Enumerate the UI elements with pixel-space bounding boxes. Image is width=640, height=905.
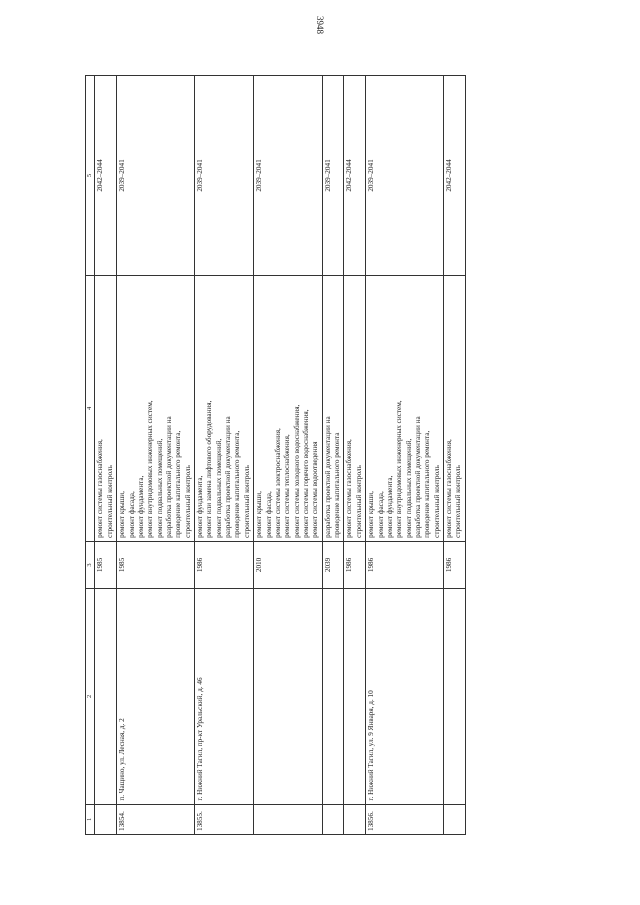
header-col-1: 1 [86, 804, 95, 834]
table-row [366, 76, 444, 835]
row-period: 2039–2041 [195, 76, 254, 276]
work-item: разработка проектной документации на [164, 416, 173, 538]
work-item: ремонт системы газоснабжения, [96, 439, 105, 538]
row-year: 1986 [195, 541, 254, 588]
work-item: ремонт внутридомовых инженерных систем, [146, 400, 155, 538]
work-item: ремонт фундамента, [385, 475, 394, 538]
work-item: ремонт фасада, [376, 491, 385, 538]
work-item: ремонт системы теплоснабжения, [283, 434, 292, 538]
work-item: строительный контроль [105, 465, 114, 538]
table-row [95, 76, 117, 835]
header-col-4: 4 [86, 275, 95, 541]
row-address [95, 588, 117, 804]
row-year: 1986 [366, 541, 444, 588]
table-row [117, 76, 195, 835]
work-item: строительный контроль [432, 465, 441, 538]
row-address: п. Чащино, ул. Лесная, д. 2 [117, 588, 195, 804]
row-works [366, 275, 444, 541]
work-item: разработка проектной документации на [413, 416, 422, 538]
header-col-3: 3 [86, 541, 95, 588]
row-number: 13855. [195, 804, 254, 834]
work-item: проведение капитального ремонта, [233, 430, 242, 538]
work-item: ремонт крыши, [255, 491, 264, 538]
work-item: строительный контроль [454, 465, 463, 538]
row-year: 1986 [444, 541, 466, 588]
work-item: проведение капитального ремонта, [423, 430, 432, 538]
page-number: 3948 [315, 16, 325, 34]
work-item: ремонт подвальных помещений, [155, 438, 164, 538]
repair-schedule-table [85, 75, 466, 835]
work-item: строительный контроль [183, 465, 192, 538]
header-col-5: 5 [86, 76, 95, 276]
row-address: г. Нижний Тагил, ул. 9 Января, д. 10 [366, 588, 444, 804]
work-item: ремонт подвальных помещений, [404, 438, 413, 538]
row-period: 2042–2044 [95, 76, 117, 276]
work-item: ремонт системы водоотведения [311, 441, 320, 538]
row-period: 2042–2044 [344, 76, 366, 276]
row-year: 2039 [322, 541, 344, 588]
table-row [322, 76, 344, 835]
work-item: ремонт системы газоснабжения, [345, 439, 354, 538]
header-row [86, 76, 95, 835]
row-period: 2039–2041 [117, 76, 195, 276]
row-address: г. Нижний Тагил, пр-кт Уральский, д. 46 [195, 588, 254, 804]
work-item: ремонт фундамента, [136, 475, 145, 538]
row-number [444, 804, 466, 834]
row-address [254, 588, 323, 804]
work-item: ремонт системы газоснабжения, [445, 439, 454, 538]
row-works [95, 275, 117, 541]
work-item: ремонт фасада, [264, 491, 273, 538]
work-item: ремонт крыши, [367, 491, 376, 538]
row-period: 2039–2041 [322, 76, 344, 276]
row-year: 1985 [117, 541, 195, 588]
work-item: строительный контроль [354, 465, 363, 538]
work-item: ремонт подвальных помещений, [214, 438, 223, 538]
row-number [322, 804, 344, 834]
work-item: проведение капитального ремонта [333, 432, 342, 538]
row-works [444, 275, 466, 541]
table-row [195, 76, 254, 835]
row-period: 2039–2041 [366, 76, 444, 276]
work-item: ремонт внутридомовых инженерных систем, [395, 400, 404, 538]
row-address [322, 588, 344, 804]
table-row [444, 76, 466, 835]
row-number [344, 804, 366, 834]
row-address [444, 588, 466, 804]
row-number [254, 804, 323, 834]
table-body [95, 76, 465, 835]
row-works [254, 275, 323, 541]
work-item: ремонт системы горячего водоснабжения, [301, 409, 310, 538]
work-item: разработка проектной документации на [323, 416, 332, 538]
work-item: проведение капитального ремонта, [174, 430, 183, 538]
row-number [95, 804, 117, 834]
row-period: 2039–2041 [254, 76, 323, 276]
work-item: строительный контроль [242, 465, 251, 538]
row-works [195, 275, 254, 541]
row-address [344, 588, 366, 804]
rotated-page [85, 75, 560, 835]
row-year: 1985 [95, 541, 117, 588]
header-col-2: 2 [86, 588, 95, 804]
work-item: ремонт фасада, [127, 491, 136, 538]
row-number: 13854. [117, 804, 195, 834]
table-row [344, 76, 366, 835]
row-works [117, 275, 195, 541]
row-year: 2010 [254, 541, 323, 588]
work-item: разработка проектной документации на [224, 416, 233, 538]
work-item: ремонт системы холодного водоснабжения, [292, 404, 301, 538]
work-item: ремонт крыши, [118, 491, 127, 538]
work-item: ремонт фундамента, [196, 475, 205, 538]
row-period: 2042–2044 [444, 76, 466, 276]
table-row [254, 76, 323, 835]
work-item: ремонт или замена лифтового оборудования, [205, 400, 214, 538]
row-works [344, 275, 366, 541]
row-year: 1986 [344, 541, 366, 588]
row-works [322, 275, 344, 541]
row-number: 13856. [366, 804, 444, 834]
work-item: ремонт системы электроснабжения, [273, 428, 282, 538]
